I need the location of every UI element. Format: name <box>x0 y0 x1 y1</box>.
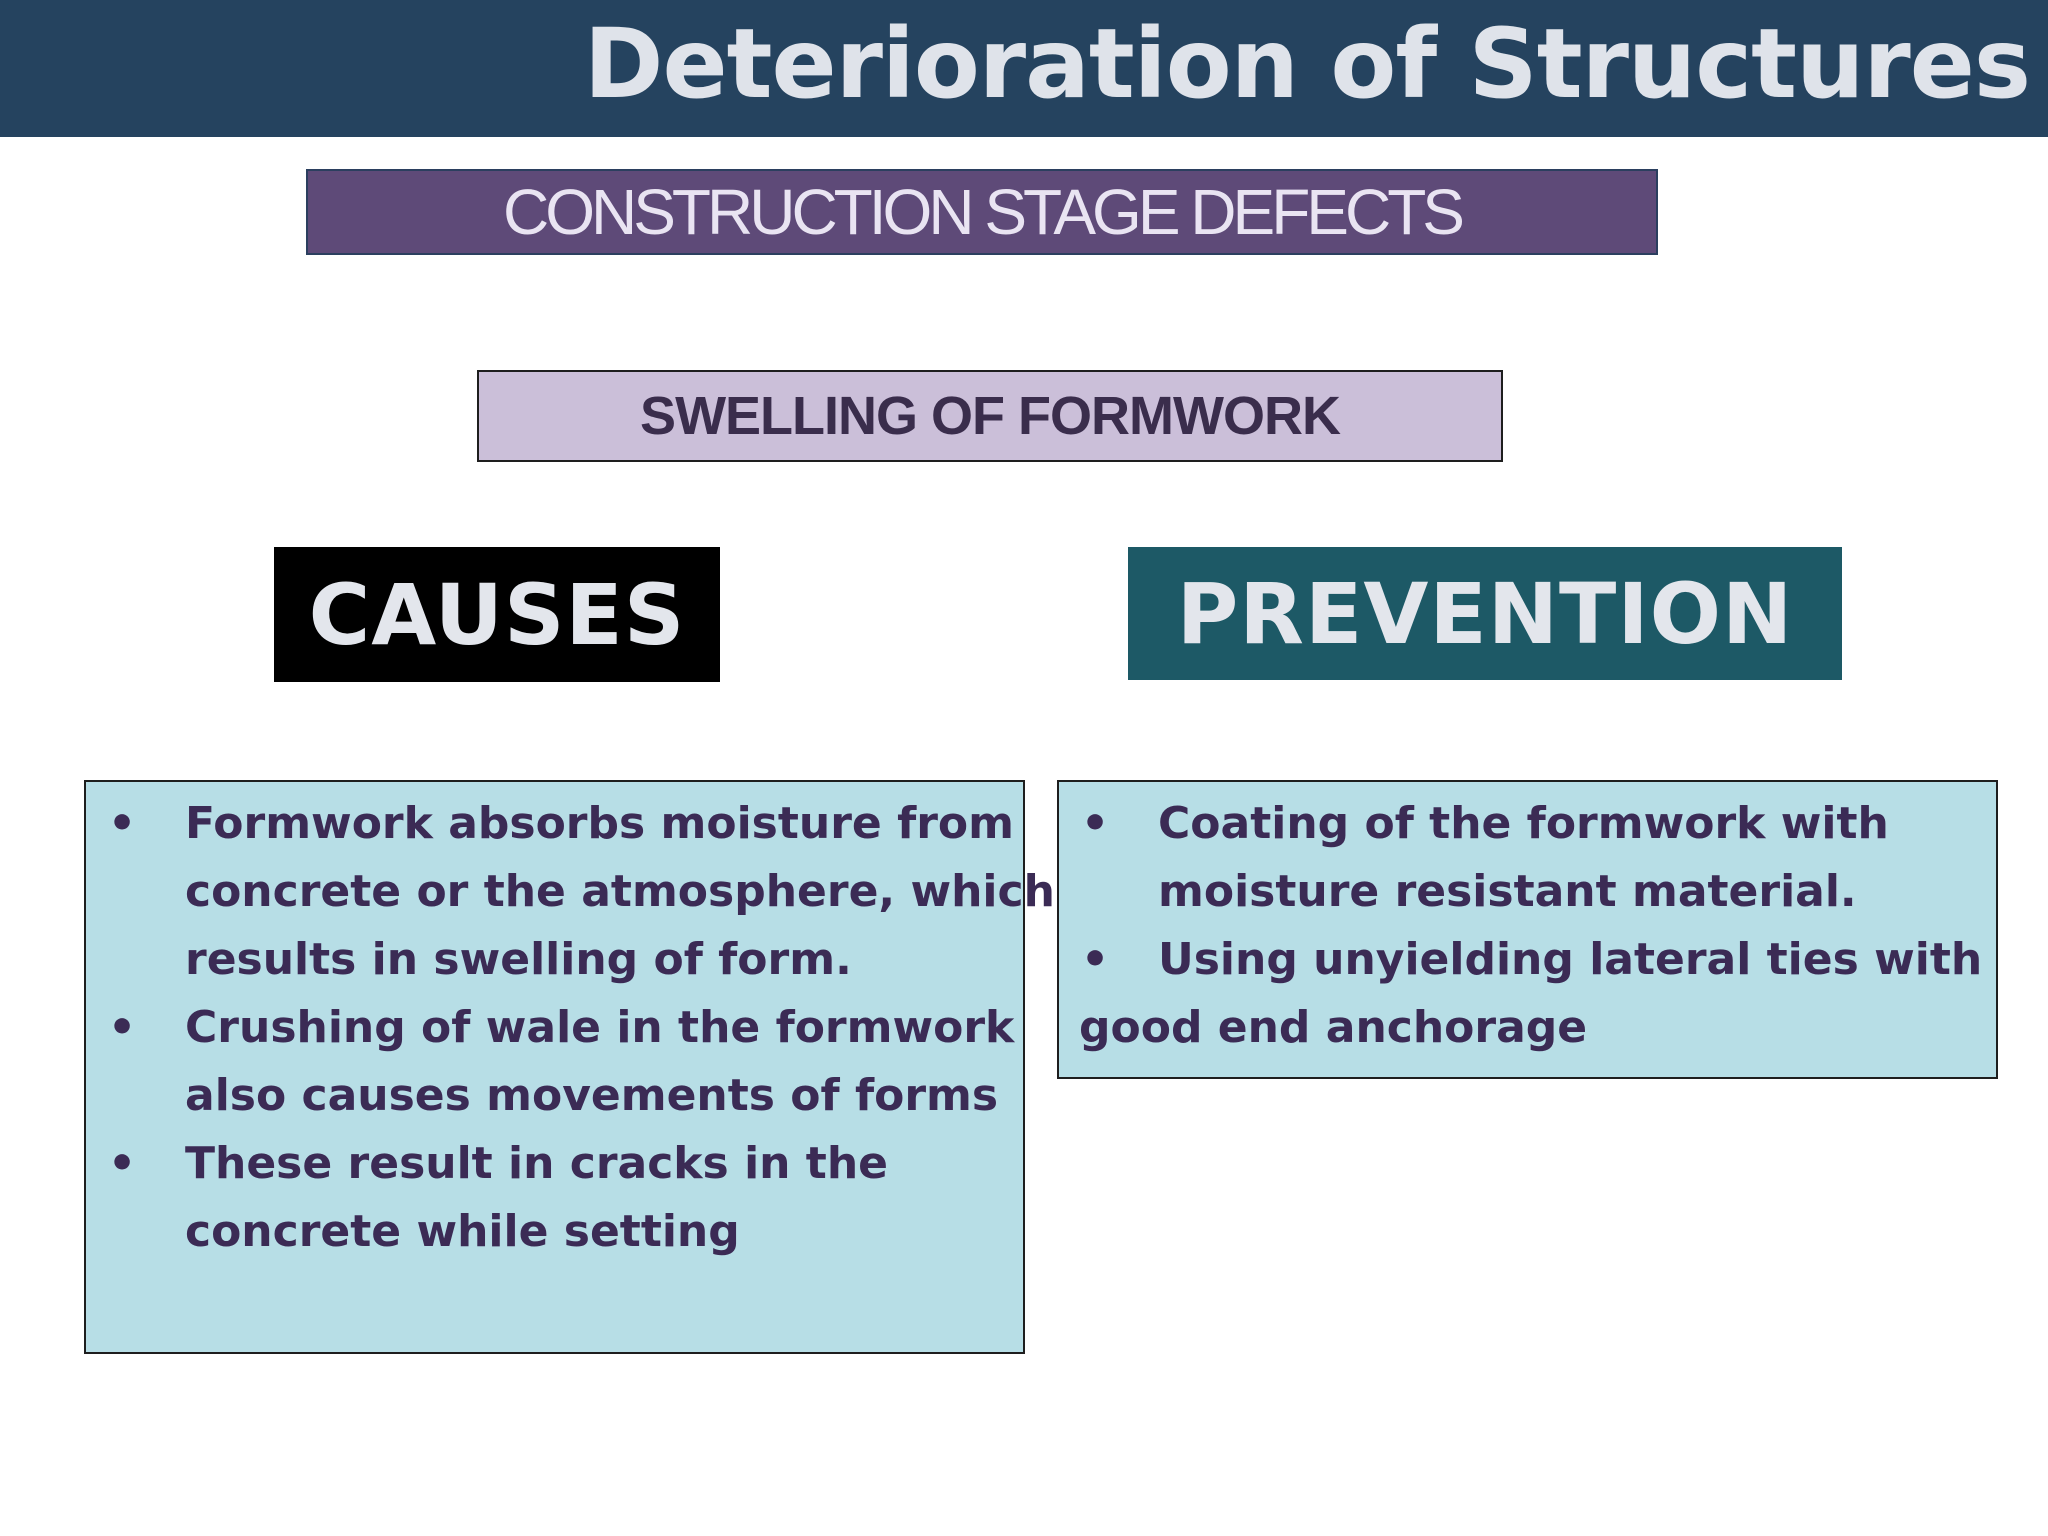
topic-text: SWELLING OF FORMWORK <box>640 386 1340 446</box>
causes-bullet-item <box>86 1130 1023 1266</box>
bullet-line: moisture resistant material. <box>1158 866 1857 917</box>
causes-list <box>84 780 1055 1354</box>
header-bar <box>0 0 2048 137</box>
prevention-label-text: PREVENTION <box>1176 564 1794 663</box>
section-banner <box>306 169 1658 255</box>
bullet-line: results in swelling of form. <box>185 934 852 985</box>
bullet-icon: • <box>108 798 137 849</box>
bullet-line: concrete while setting <box>185 1206 740 1257</box>
slide-title: Deterioration of Structures <box>583 8 2030 120</box>
prevention-label <box>1128 547 1842 680</box>
bullet-line: Coating of the formwork with <box>1158 798 1889 849</box>
topic-box <box>477 370 1503 462</box>
bullet-line: concrete or the atmosphere, which <box>185 866 1055 917</box>
prevention-list <box>1057 780 1998 1079</box>
causes-bullet-item <box>86 790 1055 994</box>
bullet-icon: • <box>108 1002 137 1053</box>
bullet-icon: • <box>108 1138 137 1189</box>
bullet-line: Crushing of wale in the formwork <box>185 1002 1015 1053</box>
bullet-icon: • <box>1081 934 1110 985</box>
prevention-bullet-item <box>1059 926 1996 994</box>
bullet-line: These result in cracks in the <box>185 1138 888 1189</box>
bullet-line: Formwork absorbs moisture from <box>185 798 1014 849</box>
causes-label <box>274 547 720 682</box>
bullet-line: also causes movements of forms <box>185 1070 999 1121</box>
prevention-continuation-line: good end anchorage <box>1079 1002 1588 1053</box>
prevention-bullet-item <box>1059 790 1996 926</box>
bullet-icon: • <box>1081 798 1110 849</box>
bullet-line: Using unyielding lateral ties with <box>1158 934 1983 985</box>
section-banner-text: CONSTRUCTION STAGE DEFECTS <box>503 176 1461 248</box>
causes-label-text: CAUSES <box>308 565 686 664</box>
causes-bullet-item <box>86 994 1023 1130</box>
